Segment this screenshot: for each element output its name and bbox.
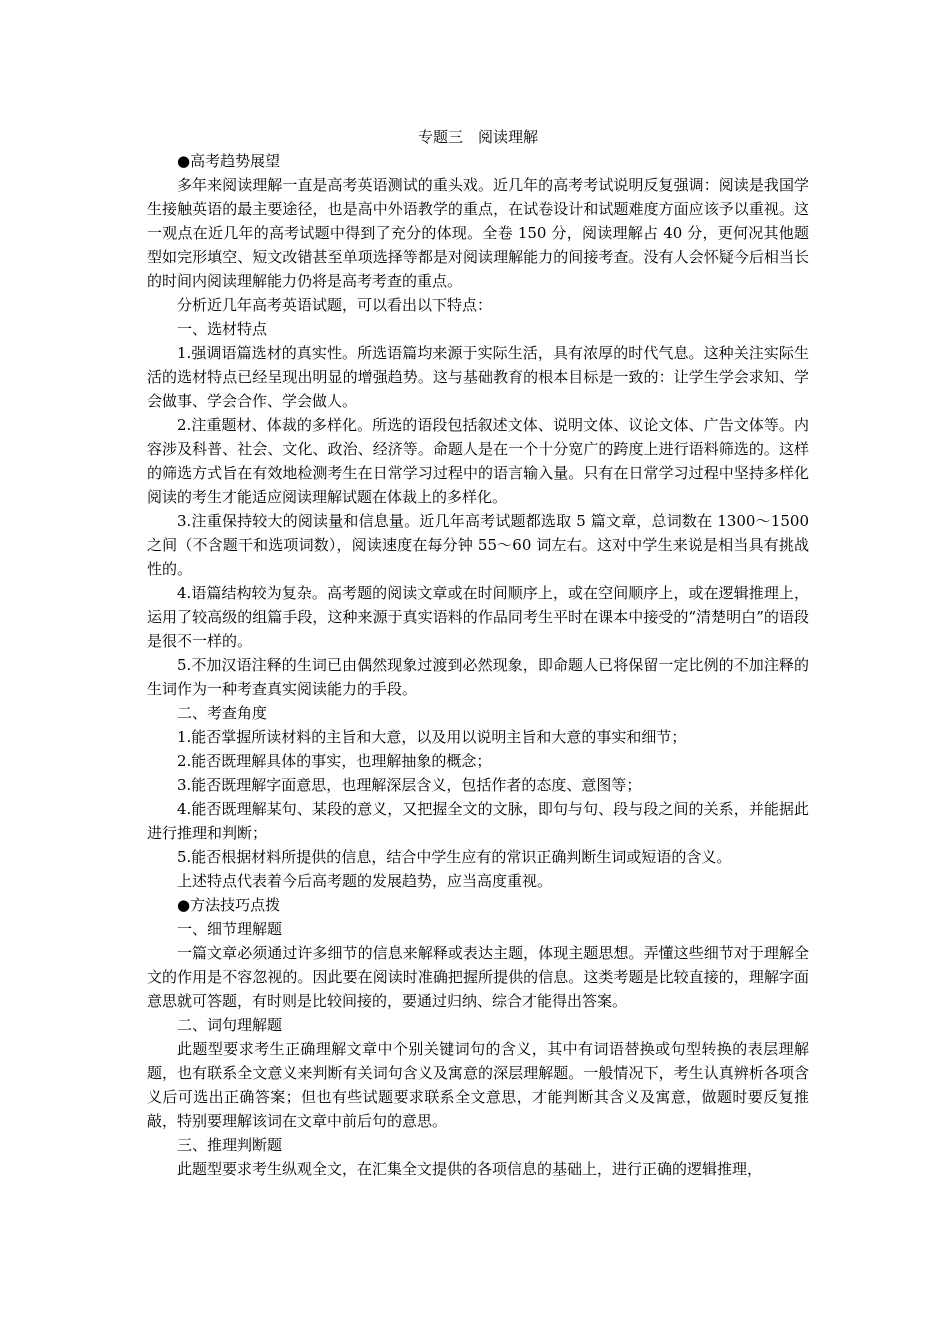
document-title: 专题三 阅读理解 bbox=[417, 128, 538, 146]
paragraph: 1.能否掌握所读材料的主旨和大意，以及用以说明主旨和大意的事实和细节； bbox=[177, 728, 687, 746]
subsection-heading: 二、词句理解题 bbox=[177, 1016, 283, 1034]
paragraph: 1.强调语篇选材的真实性。所选语篇均来源于实际生活，具有浓厚的时代气息。这种关注实际生活的选材特点已经呈现出明显的增强趋势。这与基础教育的根本目标是一致的：让学生学会求知、学会做事、学会合作、学会做人。 bbox=[147, 344, 809, 410]
paragraph: 此题型要求考生正确理解文章中个别关键词句的含义，其中有词语替换或句型转换的表层理解题，也有联系全文意义来判断有关词句含义及寓意的深层理解题。一般情况下，考生认真辨析各项含义后可选出正确答案；但也有些试题要求联系全文意思，才能判断其含义及寓意，做题时要反复推敲，特别要理解该词在文章中前后句的意思。 bbox=[147, 1040, 809, 1130]
paragraph: 4.能否既理解某句、某段的意义，又把握全文的文脉，即句与句、段与段之间的关系，并能据此进行推理和判断； bbox=[147, 800, 809, 842]
subsection-heading: 三、推理判断题 bbox=[177, 1136, 283, 1154]
paragraph: 3.注重保持较大的阅读量和信息量。近几年高考试题都选取 5 篇文章，总词数在 1300～1500 之间（不含题干和选项词数），阅读速度在每分钟 55～60 词左右。这对中学生来说是相当具有挑战性的。 bbox=[147, 512, 809, 578]
section-heading: ●方法技巧点拨 bbox=[177, 896, 281, 914]
paragraph: 5.能否根据材料所提供的信息，结合中学生应有的常识正确判断生词或短语的含义。 bbox=[177, 848, 732, 866]
paragraph: 多年来阅读理解一直是高考英语测试的重头戏。近几年的高考考试说明反复强调：阅读是我国学生接触英语的最主要途径，也是高中外语教学的重点，在试卷设计和试题难度方面应该予以重视。这一观点在近几年的高考试题中得到了充分的体现。全卷 150 分，阅读理解占 40 分，更何况其他题型如完形填空、短文改错甚至单项选择等都是对阅读理解能力的间接考查。没有人会怀疑今后相当长的时间内阅读理解能力仍将是高考考查的重点。 bbox=[147, 176, 809, 290]
subsection-heading: 一、选材特点 bbox=[177, 320, 268, 338]
document-page bbox=[147, 127, 809, 1181]
subsection-heading: 一、细节理解题 bbox=[177, 920, 283, 938]
paragraph: 2.注重题材、体裁的多样化。所选的语段包括叙述文体、说明文体、议论文体、广告文体等。内容涉及科普、社会、文化、政治、经济等。命题人是在一个十分宽广的跨度上进行语料筛选的。这样的筛选方式旨在有效地检测考生在日常学习过程中的语言输入量。只有在日常学习过程中坚持多样化阅读的考生才能适应阅读理解试题在体裁上的多样化。 bbox=[147, 416, 809, 506]
paragraph: 此题型要求考生纵观全文，在汇集全文提供的各项信息的基础上，进行正确的逻辑推理， bbox=[177, 1160, 763, 1178]
paragraph: 上述特点代表着今后高考题的发展趋势，应当高度重视。 bbox=[177, 872, 553, 890]
subsection-heading: 二、考查角度 bbox=[177, 704, 268, 722]
paragraph: 3.能否既理解字面意思，也理解深层含义，包括作者的态度、意图等； bbox=[177, 776, 642, 794]
paragraph: 5.不加汉语注释的生词已由偶然现象过渡到必然现象，即命题人已将保留一定比例的不加注释的生词作为一种考查真实阅读能力的手段。 bbox=[147, 656, 809, 698]
paragraph: 2.能否既理解具体的事实，也理解抽象的概念； bbox=[177, 752, 492, 770]
paragraph: 4.语篇结构较为复杂。高考题的阅读文章或在时间顺序上，或在空间顺序上，或在逻辑推理上，运用了较高级的组篇手段，这种来源于真实语料的作品同考生平时在课本中接受的“清楚明白”的语段是很不一样的。 bbox=[147, 584, 809, 650]
section-heading: ●高考趋势展望 bbox=[177, 152, 281, 170]
paragraph: 分析近几年高考英语试题，可以看出以下特点： bbox=[177, 296, 493, 314]
paragraph: 一篇文章必须通过许多细节的信息来解释或表达主题，体现主题思想。弄懂这些细节对于理解全文的作用是不容忽视的。因此要在阅读时准确把握所提供的信息。这类考题是比较直接的，理解字面意思就可答题，有时则是比较间接的，要通过归纳、综合才能得出答案。 bbox=[147, 944, 809, 1010]
